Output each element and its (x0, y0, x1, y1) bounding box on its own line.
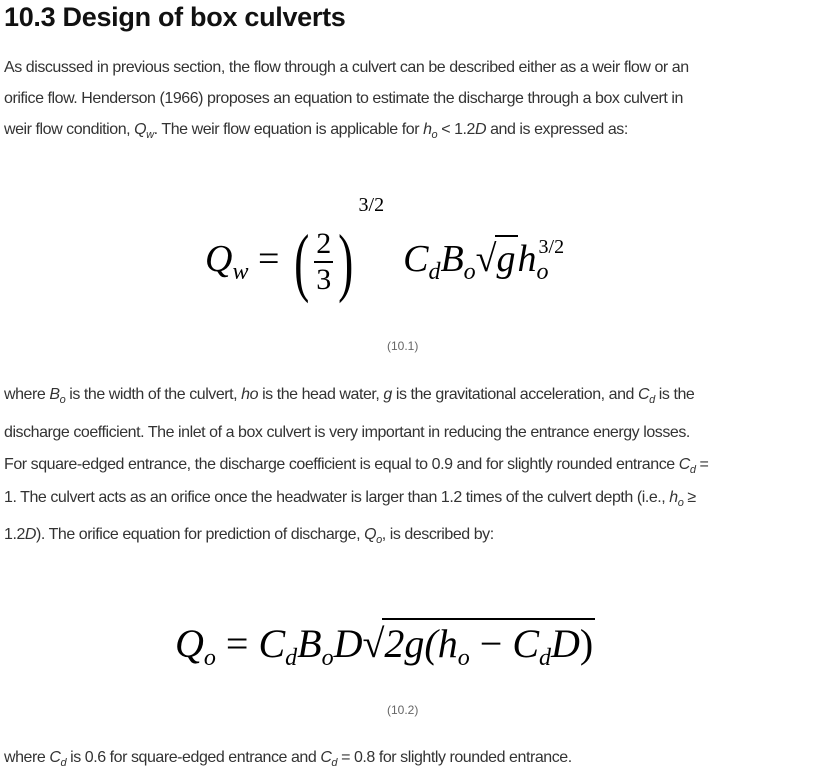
text-segment: < 1.2 (437, 121, 475, 138)
eq1-frac-exponent: 3/2 (358, 194, 385, 216)
eq1-b: B (440, 238, 464, 280)
text-segment: and is expressed as: (486, 121, 628, 138)
text-segment: = (695, 456, 709, 473)
eq1-h-sub: o (536, 259, 549, 285)
text-segment: For square-edged entrance, the discharge coefficient is equal to 0.9 and for slightly rounded entrance (4, 456, 679, 473)
text-line (4, 456, 708, 474)
eq1-c: C (403, 238, 429, 280)
equation-weir-flow (205, 194, 565, 306)
eq1-numerator: 2 (314, 227, 333, 263)
sqrt-icon: √ (475, 238, 497, 280)
eq1-equals: = (257, 238, 280, 280)
eq1-lhs-sub: w (232, 259, 249, 285)
text-segment: is the (654, 386, 695, 403)
text-segment: is 0.6 for square-edged entrance and (66, 749, 321, 766)
eq2-c-sub: d (285, 645, 298, 671)
text-segment: discharge coefficient. The inlet of a box culvert is very important in reducing the entrance energy losses. (4, 424, 690, 441)
text-segment: ). The orifice equation for prediction of discharge, (36, 526, 365, 543)
math-symbol: o (376, 534, 382, 546)
text-line (4, 526, 494, 544)
math-symbol: o (677, 497, 684, 509)
math-symbol: C (678, 456, 690, 473)
eq2-h-sub: o (457, 645, 470, 671)
math-symbol: w (146, 129, 154, 141)
text-line (4, 749, 572, 767)
equation-orifice-flow (175, 618, 595, 671)
math-symbol: d (60, 757, 67, 769)
text-line (4, 59, 689, 77)
eq2-radicand-prefix: 2g( (384, 621, 438, 666)
section-heading: 10.3 Design of box culverts (4, 2, 346, 32)
eq2-equals: = (225, 621, 249, 666)
left-paren: ( (293, 219, 310, 304)
math-symbol: C (638, 386, 650, 403)
eq2-b: B (297, 621, 322, 666)
eq2-h: h (437, 621, 458, 666)
text-segment: is the gravitational acceleration, and (391, 386, 639, 403)
eq2-c2: C (512, 621, 539, 666)
math-symbol: o (431, 129, 438, 141)
math-symbol: ho (241, 386, 259, 403)
eq1-denominator: 3 (316, 263, 332, 297)
math-symbol: C (49, 749, 61, 766)
text-segment: = 0.8 for slightly rounded entrance. (337, 749, 572, 766)
math-symbol: o (59, 394, 66, 406)
math-symbol: d (649, 394, 655, 406)
eq2-lhs: Q (175, 621, 204, 666)
math-symbol: Q (364, 526, 377, 543)
math-symbol: D (24, 526, 37, 543)
eq1-c-sub: d (428, 259, 441, 285)
math-symbol: C (320, 749, 332, 766)
text-segment: , is described by: (381, 526, 494, 543)
text-segment: As discussed in previous section, the flow through a culvert can be described either as a weir flow or an (4, 59, 689, 76)
math-symbol: B (49, 386, 60, 403)
math-symbol: d (331, 757, 338, 769)
text-segment: 1. The culvert acts as an orifice once the headwater is larger than 1.2 times of the culvert depth (i.e., (4, 489, 670, 506)
text-segment: is the head water, (258, 386, 384, 403)
math-symbol: d (689, 464, 696, 476)
math-symbol: h (423, 121, 432, 138)
eq2-minus: − (469, 621, 513, 666)
math-symbol: h (669, 489, 678, 506)
eq2-c: C (258, 621, 286, 666)
equation-label-10-1: (10.1) (387, 339, 419, 353)
text-line (4, 90, 683, 108)
eq2-b-sub: o (321, 645, 334, 671)
right-paren: ) (338, 219, 354, 304)
equation-label-10-2: (10.2) (387, 703, 419, 717)
eq1-lhs: Q (205, 238, 233, 280)
text-line (4, 424, 690, 442)
eq1-fraction (314, 227, 333, 297)
math-symbol: Q (134, 121, 147, 138)
eq2-d: D (333, 621, 363, 666)
text-segment: weir flow condition, (4, 121, 135, 138)
math-symbol: D (474, 121, 487, 138)
text-segment: where (4, 386, 50, 403)
eq1-b-sub: o (463, 259, 476, 285)
text-line (4, 489, 696, 507)
text-segment: where (4, 749, 50, 766)
text-line (4, 121, 628, 139)
eq1-h-exponent: 3/2 (538, 236, 565, 258)
sqrt-icon: √ (362, 621, 385, 666)
eq1-h: h (517, 238, 537, 280)
text-segment: is the width of the culvert, (65, 386, 242, 403)
text-segment: ≥ (683, 489, 696, 506)
text-segment: 1.2 (4, 526, 25, 543)
text-segment: . The weir flow equation is applicable for (153, 121, 424, 138)
eq2-close-paren: ) (579, 621, 594, 666)
text-line (4, 386, 694, 404)
eq2-c2-sub: d (539, 645, 551, 671)
math-symbol: g (383, 386, 392, 403)
eq1-g: g (496, 238, 516, 280)
text-segment: orifice flow. Henderson (1966) proposes an equation to estimate the discharge through a box culvert in (4, 90, 683, 107)
eq2-lhs-sub: o (203, 645, 216, 671)
eq2-d2: D (551, 621, 580, 666)
